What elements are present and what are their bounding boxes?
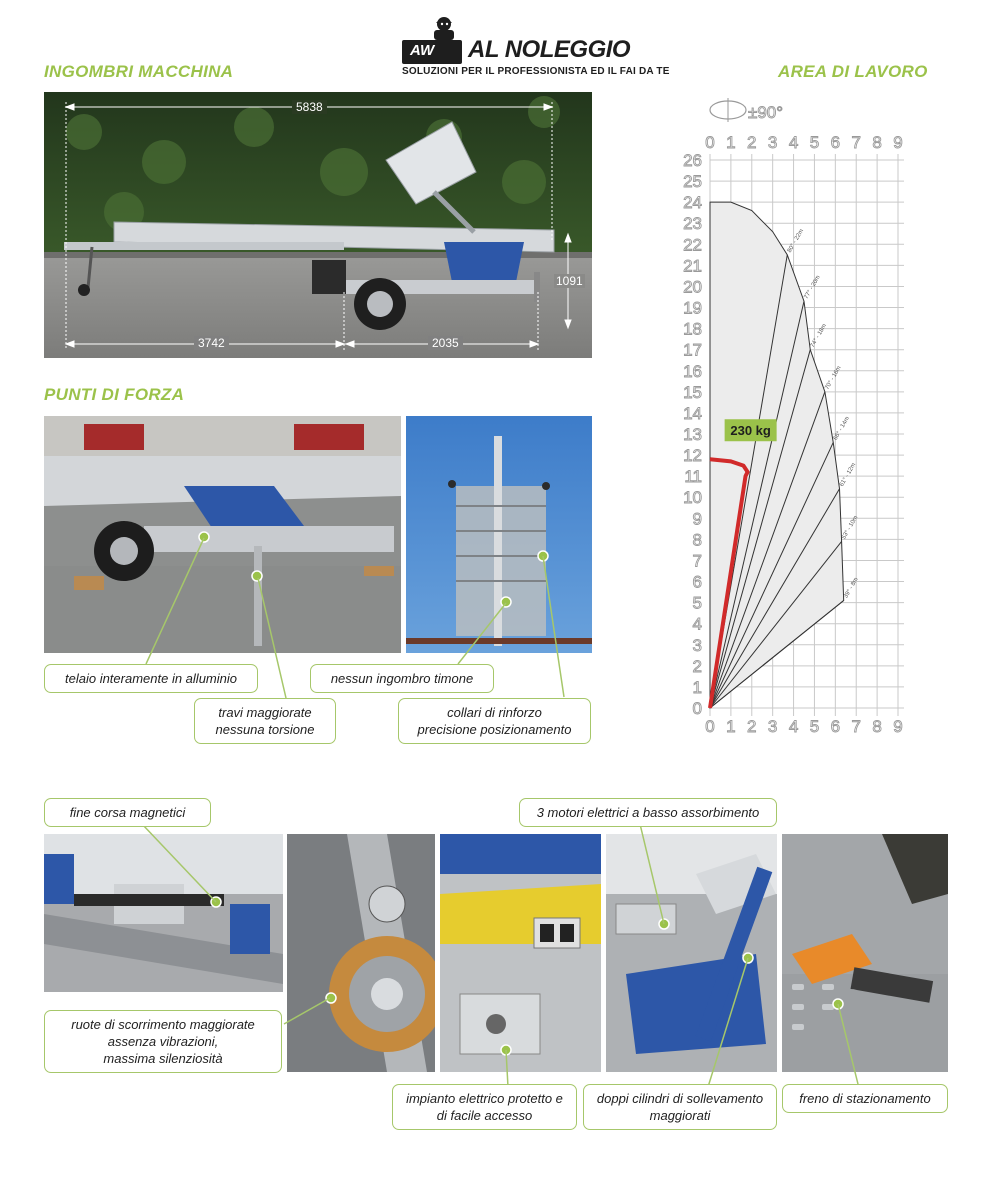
boom-angle-label: 66° - 14m bbox=[832, 415, 852, 442]
callout-magnetic-limit-switch-text: fine corsa magnetici bbox=[69, 805, 186, 820]
x-tick-label-top: 2 bbox=[747, 133, 757, 152]
callout-reinforcement-collars-line2: precisione posizionamento bbox=[417, 722, 572, 737]
y-tick-label: 17 bbox=[683, 340, 702, 360]
callout-electric-motors bbox=[519, 798, 777, 827]
work-area-heading: AREA DI LAVORO bbox=[778, 62, 928, 81]
y-tick-label: 26 bbox=[683, 151, 702, 170]
x-tick-label-bottom: 1 bbox=[726, 717, 736, 736]
x-tick-label-bottom: 6 bbox=[830, 717, 841, 736]
x-tick-label-top: 3 bbox=[767, 133, 778, 152]
strengths-heading: PUNTI DI FORZA bbox=[44, 385, 185, 404]
x-tick-label-bottom: 2 bbox=[747, 717, 757, 736]
x-tick-label-bottom: 7 bbox=[851, 717, 861, 736]
y-tick-label: 5 bbox=[692, 593, 702, 613]
x-tick-label-top: 8 bbox=[872, 133, 882, 152]
load-label: 230 kg bbox=[730, 423, 771, 439]
callout-rolling-wheels-line1: ruote di scorrimento maggiorate bbox=[71, 1017, 255, 1032]
dimension-front-length: 2035 bbox=[428, 336, 463, 350]
y-tick-label: 4 bbox=[692, 614, 702, 634]
dimensions-heading: INGOMBRI MACCHINA bbox=[44, 62, 234, 81]
dimension-total-length: 5838 bbox=[292, 100, 327, 114]
boom-angle-label: 80° - 22m bbox=[786, 228, 806, 254]
x-tick-label-top: 7 bbox=[851, 133, 861, 152]
y-tick-label: 13 bbox=[683, 425, 702, 444]
callout-parking-brake bbox=[782, 1084, 948, 1113]
boom-angle-label: 61° - 12m bbox=[839, 462, 858, 488]
x-tick-label-bottom: 0 bbox=[705, 717, 715, 736]
x-tick-label-bottom: 4 bbox=[788, 717, 799, 736]
y-tick-label: 3 bbox=[692, 635, 702, 655]
callout-electrical-system-line1: impianto elettrico protetto e bbox=[406, 1091, 563, 1106]
y-tick-label: 18 bbox=[683, 319, 702, 339]
rotation-label: ±90° bbox=[748, 103, 784, 122]
x-tick-label-top: 1 bbox=[726, 133, 736, 152]
y-tick-label: 9 bbox=[692, 509, 702, 529]
callout-rolling-wheels bbox=[44, 1010, 282, 1073]
dimension-rear-length: 3742 bbox=[194, 336, 229, 350]
callout-parking-brake-text: freno di stazionamento bbox=[799, 1091, 931, 1106]
x-tick-label-top: 9 bbox=[893, 133, 903, 152]
x-tick-label-top: 4 bbox=[788, 133, 799, 152]
y-tick-label: 8 bbox=[692, 530, 702, 550]
callout-reinforcement-collars-line1: collari di rinforzo bbox=[447, 705, 542, 720]
callout-lifting-cylinders-line2: maggiorati bbox=[649, 1108, 711, 1123]
y-tick-label: 14 bbox=[683, 403, 702, 423]
y-tick-label: 6 bbox=[692, 572, 702, 592]
brand-logo-mark-text: AW bbox=[410, 42, 435, 59]
dimension-height: 1091 bbox=[556, 274, 583, 288]
y-tick-label: 19 bbox=[683, 298, 702, 318]
x-tick-label-bottom: 9 bbox=[893, 717, 903, 736]
y-tick-label: 11 bbox=[684, 467, 702, 487]
y-tick-label: 25 bbox=[683, 172, 702, 192]
callout-magnetic-limit-switch bbox=[44, 798, 211, 827]
x-tick-label-bottom: 5 bbox=[809, 717, 820, 736]
callout-reinforced-beams-line1: travi maggiorate bbox=[218, 705, 312, 720]
y-tick-label: 12 bbox=[683, 446, 702, 466]
boom-angle-label: 77° - 20m bbox=[803, 274, 822, 301]
brand-tagline: SOLUZIONI PER IL PROFESSIONISTA ED IL FAI DA TE bbox=[402, 66, 670, 77]
callout-aluminium-frame-text: telaio interamente in alluminio bbox=[65, 671, 237, 686]
callout-rolling-wheels-line2: assenza vibrazioni, bbox=[107, 1034, 219, 1049]
y-tick-label: 7 bbox=[692, 551, 702, 571]
y-tick-label: 20 bbox=[683, 277, 702, 297]
x-tick-label-top: 5 bbox=[809, 133, 820, 152]
y-tick-label: 15 bbox=[683, 382, 702, 402]
x-tick-label-bottom: 8 bbox=[872, 717, 882, 736]
callout-rolling-wheels-line3: massima silenziosità bbox=[103, 1051, 223, 1066]
callout-electrical-system bbox=[392, 1084, 577, 1130]
boom-angle-label: 39° - 8m bbox=[843, 576, 860, 600]
y-tick-label: 0 bbox=[692, 699, 702, 718]
x-tick-label-top: 6 bbox=[830, 133, 841, 152]
boom-angle-label: 53° - 10m bbox=[841, 514, 860, 541]
brand-name: AL NOLEGGIO bbox=[468, 36, 631, 63]
y-tick-label: 1 bbox=[692, 677, 702, 697]
callout-lifting-cylinders-line1: doppi cilindri di sollevamento bbox=[596, 1091, 764, 1106]
y-tick-label: 10 bbox=[683, 488, 702, 508]
callout-no-drawbar-text: nessun ingombro timone bbox=[330, 671, 474, 686]
y-tick-label: 2 bbox=[692, 656, 702, 676]
callout-electric-motors-text: 3 motori elettrici a basso assorbimento bbox=[536, 805, 760, 820]
boom-angle-label: 70° - 16m bbox=[824, 365, 843, 391]
x-tick-label-bottom: 3 bbox=[767, 717, 778, 736]
callout-lifting-cylinders bbox=[583, 1084, 777, 1130]
y-tick-label: 21 bbox=[683, 256, 702, 276]
x-tick-label-top: 0 bbox=[705, 133, 715, 152]
y-tick-label: 22 bbox=[683, 235, 702, 255]
callout-electrical-system-line2: di facile accesso bbox=[436, 1108, 533, 1123]
y-tick-label: 23 bbox=[683, 214, 702, 234]
boom-angle-label: 74° - 18m bbox=[809, 323, 829, 349]
callout-reinforced-beams-line2: nessuna torsione bbox=[215, 722, 315, 737]
y-tick-label: 24 bbox=[683, 193, 702, 213]
y-tick-label: 16 bbox=[683, 361, 702, 381]
